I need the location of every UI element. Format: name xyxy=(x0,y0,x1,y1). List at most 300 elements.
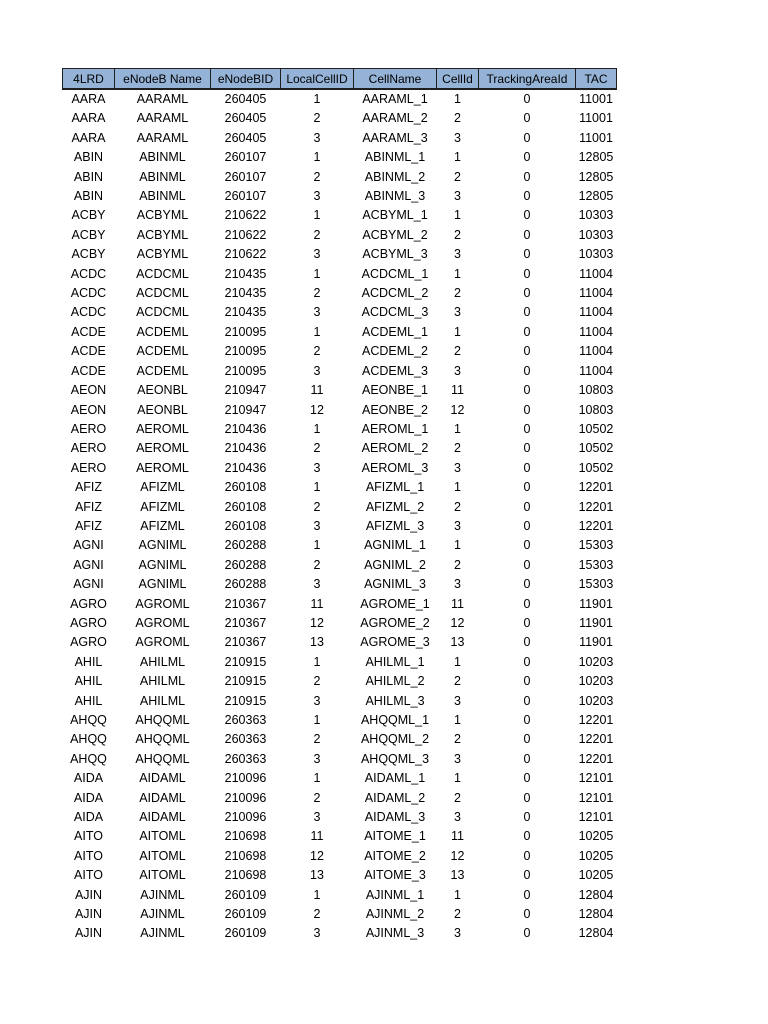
cell-cellname[interactable]: ACDEML_2 xyxy=(362,344,428,359)
cell-cellid[interactable]: 2 xyxy=(454,907,461,922)
cell-enodeb-name[interactable]: ACBYML xyxy=(136,227,189,242)
cell-enodeb-name[interactable]: AITOML xyxy=(139,829,186,844)
cell-localcellid[interactable]: 11 xyxy=(310,383,324,398)
cell-tac[interactable]: 12804 xyxy=(578,926,614,941)
cell-trackingareaid[interactable]: 0 xyxy=(523,926,531,941)
cell-localcellid[interactable]: 3 xyxy=(313,363,321,378)
cell-cellname[interactable]: AJINML_3 xyxy=(365,926,425,941)
cell-4lrd[interactable]: AEON xyxy=(70,383,107,398)
cell-localcellid[interactable]: 12 xyxy=(310,402,324,417)
cell-enodeb-name[interactable]: ACDCML xyxy=(136,305,189,320)
cell-enodebid[interactable]: 260363 xyxy=(224,713,267,727)
cell-4lrd[interactable]: AFIZ xyxy=(74,518,103,533)
cell-cellname[interactable]: AEROML_2 xyxy=(361,441,429,456)
cell-localcellid[interactable]: 12 xyxy=(310,615,324,630)
cell-enodebid[interactable]: 210436 xyxy=(224,421,267,436)
cell-tac[interactable]: 11004 xyxy=(579,363,613,378)
cell-enodeb-name[interactable]: AARAML xyxy=(136,130,189,145)
cell-trackingareaid[interactable]: 0 xyxy=(523,189,531,204)
cell-cellid[interactable]: 1 xyxy=(454,480,461,495)
cell-trackingareaid[interactable]: 0 xyxy=(523,538,531,553)
cell-cellid[interactable]: 1 xyxy=(454,654,461,669)
cell-enodebid[interactable]: 210095 xyxy=(224,344,267,359)
cell-enodebid[interactable]: 210435 xyxy=(224,266,267,281)
cell-trackingareaid[interactable]: 0 xyxy=(523,286,531,301)
cell-trackingareaid[interactable]: 0 xyxy=(523,654,531,669)
cell-4lrd[interactable]: AGNI xyxy=(73,577,104,592)
cell-cellname[interactable]: ACBYML_2 xyxy=(362,227,428,242)
cell-trackingareaid[interactable]: 0 xyxy=(523,402,531,417)
cell-localcellid[interactable]: 2 xyxy=(313,169,321,184)
cell-cellname[interactable]: AEONBE_1 xyxy=(361,383,428,398)
cell-localcellid[interactable]: 2 xyxy=(313,499,321,514)
cell-cellid[interactable]: 2 xyxy=(454,499,461,514)
cell-tac[interactable]: 11004 xyxy=(579,344,613,359)
cell-tac[interactable]: 12201 xyxy=(578,732,614,747)
cell-cellname[interactable]: AHQQML_2 xyxy=(360,732,430,747)
cell-tac[interactable]: 10205 xyxy=(578,868,614,883)
cell-cellname[interactable]: AITOME_2 xyxy=(364,848,426,863)
cell-enodebid[interactable]: 260107 xyxy=(224,169,267,184)
cell-enodeb-name[interactable]: AARAML xyxy=(136,92,189,106)
cell-cellid[interactable]: 3 xyxy=(454,460,461,475)
cell-enodebid[interactable]: 260108 xyxy=(224,499,267,514)
cell-cellid[interactable]: 1 xyxy=(454,771,461,786)
cell-cellid[interactable]: 3 xyxy=(454,693,461,708)
cell-cellid[interactable]: 3 xyxy=(454,247,461,262)
cell-cellid[interactable]: 2 xyxy=(454,227,461,242)
cell-enodebid[interactable]: 260107 xyxy=(224,150,267,165)
cell-4lrd[interactable]: AHIL xyxy=(74,693,103,708)
cell-enodebid[interactable]: 260109 xyxy=(224,926,267,941)
cell-4lrd[interactable]: AGRO xyxy=(70,596,107,611)
cell-localcellid[interactable]: 1 xyxy=(313,324,321,339)
cell-enodeb-name[interactable]: AEROML xyxy=(136,421,189,436)
cell-tac[interactable]: 12804 xyxy=(578,907,614,922)
cell-enodebid[interactable]: 260405 xyxy=(224,111,267,126)
cell-cellname[interactable]: AARAML_3 xyxy=(362,130,428,145)
cell-trackingareaid[interactable]: 0 xyxy=(523,829,531,844)
cell-enodeb-name[interactable]: ACDEML xyxy=(136,363,189,378)
cell-enodeb-name[interactable]: AITOML xyxy=(139,848,186,863)
cell-4lrd[interactable]: AITO xyxy=(74,829,103,844)
cell-enodeb-name[interactable]: AHQQML xyxy=(135,713,190,727)
cell-enodeb-name[interactable]: AEONBL xyxy=(137,402,188,417)
cell-localcellid[interactable]: 11 xyxy=(310,596,324,611)
cell-cellname[interactable]: AJINML_1 xyxy=(365,887,425,902)
cell-cellname[interactable]: AHQQML_3 xyxy=(360,751,430,766)
cell-cellid[interactable]: 2 xyxy=(454,790,461,805)
cell-enodeb-name[interactable]: AJINML xyxy=(140,926,185,941)
cell-enodeb-name[interactable]: AFIZML xyxy=(140,480,185,495)
cell-trackingareaid[interactable]: 0 xyxy=(523,868,531,883)
cell-localcellid[interactable]: 13 xyxy=(310,868,324,883)
cell-4lrd[interactable]: AHQQ xyxy=(70,732,107,747)
cell-trackingareaid[interactable]: 0 xyxy=(523,227,531,242)
cell-cellname[interactable]: AJINML_2 xyxy=(365,907,425,922)
cell-tac[interactable]: 11001 xyxy=(579,92,613,106)
cell-cellid[interactable]: 1 xyxy=(454,421,461,436)
cell-trackingareaid[interactable]: 0 xyxy=(523,557,531,572)
cell-cellname[interactable]: AEROML_3 xyxy=(361,460,429,475)
cell-cellname[interactable]: AIDAML_2 xyxy=(364,790,426,805)
cell-cellname[interactable]: ACDEML_1 xyxy=(362,324,428,339)
cell-tac[interactable]: 12805 xyxy=(578,169,614,184)
cell-trackingareaid[interactable]: 0 xyxy=(523,790,531,805)
cell-cellid[interactable]: 3 xyxy=(454,926,461,941)
cell-tac[interactable]: 10502 xyxy=(578,421,614,436)
cell-enodeb-name[interactable]: AGNIML xyxy=(138,538,187,553)
cell-localcellid[interactable]: 1 xyxy=(313,266,321,281)
cell-enodeb-name[interactable]: AGROML xyxy=(135,635,190,650)
cell-trackingareaid[interactable]: 0 xyxy=(523,732,531,747)
cell-enodeb-name[interactable]: AFIZML xyxy=(140,499,185,514)
cell-enodebid[interactable]: 260109 xyxy=(224,907,267,922)
cell-cellname[interactable]: ABINML_3 xyxy=(364,189,426,204)
cell-cellname[interactable]: AARAML_1 xyxy=(362,92,428,106)
cell-localcellid[interactable]: 1 xyxy=(313,208,321,223)
cell-localcellid[interactable]: 1 xyxy=(313,92,321,106)
cell-enodeb-name[interactable]: AFIZML xyxy=(140,518,185,533)
cell-trackingareaid[interactable]: 0 xyxy=(523,169,531,184)
cell-enodebid[interactable]: 210915 xyxy=(224,674,267,689)
cell-localcellid[interactable]: 3 xyxy=(313,751,321,766)
cell-tac[interactable]: 12201 xyxy=(578,713,614,727)
cell-enodeb-name[interactable]: AIDAML xyxy=(139,810,186,825)
cell-cellname[interactable]: AARAML_2 xyxy=(362,111,428,126)
cell-enodeb-name[interactable]: AHILML xyxy=(139,693,186,708)
cell-trackingareaid[interactable]: 0 xyxy=(523,208,531,223)
cell-enodebid[interactable]: 210698 xyxy=(224,848,267,863)
cell-tac[interactable]: 10502 xyxy=(578,460,614,475)
cell-trackingareaid[interactable]: 0 xyxy=(523,150,531,165)
cell-cellname[interactable]: AGNIML_1 xyxy=(364,538,426,553)
cell-cellid[interactable]: 3 xyxy=(454,518,461,533)
cell-trackingareaid[interactable]: 0 xyxy=(523,460,531,475)
cell-4lrd[interactable]: AGNI xyxy=(73,538,104,553)
cell-trackingareaid[interactable]: 0 xyxy=(523,577,531,592)
cell-localcellid[interactable]: 3 xyxy=(313,130,321,145)
cell-cellid[interactable]: 1 xyxy=(454,150,461,165)
cell-tac[interactable]: 10803 xyxy=(578,402,614,417)
cell-tac[interactable]: 12804 xyxy=(578,887,614,902)
cell-tac[interactable]: 11901 xyxy=(579,635,613,650)
cell-enodebid[interactable]: 260108 xyxy=(224,518,267,533)
cell-4lrd[interactable]: ACBY xyxy=(71,247,106,262)
cell-cellname[interactable]: ABINML_1 xyxy=(364,150,426,165)
cell-cellid[interactable]: 11 xyxy=(451,829,464,844)
cell-localcellid[interactable]: 2 xyxy=(313,286,321,301)
cell-enodeb-name[interactable]: ACDEML xyxy=(136,324,189,339)
cell-enodebid[interactable]: 260363 xyxy=(224,751,267,766)
cell-enodebid[interactable]: 260405 xyxy=(224,92,267,106)
cell-tac[interactable]: 12201 xyxy=(578,751,614,766)
cell-cellname[interactable]: ACDCML_2 xyxy=(361,286,429,301)
cell-cellid[interactable]: 3 xyxy=(454,130,461,145)
cell-4lrd[interactable]: AIDA xyxy=(73,790,104,805)
cell-4lrd[interactable]: AJIN xyxy=(74,907,103,922)
cell-enodeb-name[interactable]: ACBYML xyxy=(136,247,189,262)
cell-trackingareaid[interactable]: 0 xyxy=(523,421,531,436)
cell-enodeb-name[interactable]: ABINML xyxy=(139,189,186,204)
cell-localcellid[interactable]: 3 xyxy=(313,810,321,825)
cell-enodeb-name[interactable]: ABINML xyxy=(139,150,186,165)
cell-cellid[interactable]: 3 xyxy=(454,577,461,592)
cell-cellid[interactable]: 1 xyxy=(454,324,461,339)
cell-4lrd[interactable]: AARA xyxy=(71,92,106,106)
cell-cellname[interactable]: ACBYML_1 xyxy=(362,208,428,223)
cell-enodebid[interactable]: 210367 xyxy=(224,596,267,611)
cell-localcellid[interactable]: 2 xyxy=(313,441,321,456)
cell-cellid[interactable]: 13 xyxy=(450,635,465,650)
cell-4lrd[interactable]: ABIN xyxy=(73,169,104,184)
cell-tac[interactable]: 10502 xyxy=(578,441,614,456)
cell-tac[interactable]: 10203 xyxy=(578,654,614,669)
cell-4lrd[interactable]: AHQQ xyxy=(70,751,107,766)
cell-enodeb-name[interactable]: ACDEML xyxy=(136,344,189,359)
cell-tac[interactable]: 10303 xyxy=(578,227,614,242)
cell-enodeb-name[interactable]: AGNIML xyxy=(138,557,187,572)
cell-enodeb-name[interactable]: AEROML xyxy=(136,460,189,475)
cell-enodebid[interactable]: 260288 xyxy=(224,577,267,592)
cell-4lrd[interactable]: AHQQ xyxy=(70,713,107,727)
cell-enodebid[interactable]: 260109 xyxy=(224,887,267,902)
cell-cellname[interactable]: AITOME_3 xyxy=(364,868,426,883)
cell-enodebid[interactable]: 210915 xyxy=(224,693,267,708)
cell-tac[interactable]: 12101 xyxy=(578,771,614,786)
cell-cellname[interactable]: ACDEML_3 xyxy=(362,363,428,378)
cell-enodeb-name[interactable]: AIDAML xyxy=(139,790,186,805)
cell-cellid[interactable]: 1 xyxy=(454,92,461,106)
cell-tac[interactable]: 15303 xyxy=(578,538,614,553)
cell-cellname[interactable]: AGNIML_2 xyxy=(364,557,426,572)
cell-cellname[interactable]: AHQQML_1 xyxy=(360,713,430,727)
cell-enodebid[interactable]: 260363 xyxy=(224,732,267,747)
cell-cellid[interactable]: 11 xyxy=(451,383,464,398)
cell-trackingareaid[interactable]: 0 xyxy=(523,907,531,922)
cell-trackingareaid[interactable]: 0 xyxy=(523,751,531,766)
cell-trackingareaid[interactable]: 0 xyxy=(523,887,531,902)
cell-4lrd[interactable]: AIDA xyxy=(73,771,104,786)
cell-enodebid[interactable]: 210367 xyxy=(224,615,267,630)
cell-cellname[interactable]: AFIZML_2 xyxy=(365,499,425,514)
cell-cellid[interactable]: 1 xyxy=(454,208,461,223)
cell-cellid[interactable]: 1 xyxy=(454,713,461,727)
cell-4lrd[interactable]: ACBY xyxy=(71,208,106,223)
cell-cellid[interactable]: 12 xyxy=(450,848,465,863)
cell-localcellid[interactable]: 3 xyxy=(313,460,321,475)
cell-4lrd[interactable]: ABIN xyxy=(73,150,104,165)
cell-localcellid[interactable]: 3 xyxy=(313,693,321,708)
cell-enodeb-name[interactable]: AHILML xyxy=(139,654,186,669)
cell-enodebid[interactable]: 210435 xyxy=(224,305,267,320)
cell-4lrd[interactable]: AJIN xyxy=(74,926,103,941)
cell-trackingareaid[interactable]: 0 xyxy=(523,441,531,456)
cell-4lrd[interactable]: AHIL xyxy=(74,654,103,669)
cell-enodebid[interactable]: 210095 xyxy=(224,324,267,339)
cell-cellid[interactable]: 2 xyxy=(454,111,461,126)
cell-cellid[interactable]: 3 xyxy=(454,751,461,766)
cell-trackingareaid[interactable]: 0 xyxy=(523,693,531,708)
cell-trackingareaid[interactable]: 0 xyxy=(523,771,531,786)
cell-cellid[interactable]: 11 xyxy=(451,596,464,611)
cell-tac[interactable]: 11001 xyxy=(579,130,613,145)
cell-enodebid[interactable]: 210096 xyxy=(224,771,267,786)
cell-4lrd[interactable]: AEON xyxy=(70,402,107,417)
column-header-enodebid[interactable]: eNodeBID xyxy=(211,69,281,90)
cell-cellname[interactable]: AEROML_1 xyxy=(361,421,429,436)
cell-tac[interactable]: 12805 xyxy=(578,189,614,204)
cell-tac[interactable]: 12805 xyxy=(578,150,614,165)
cell-tac[interactable]: 12101 xyxy=(578,790,614,805)
cell-enodebid[interactable]: 210096 xyxy=(224,790,267,805)
cell-4lrd[interactable]: AERO xyxy=(70,441,107,456)
cell-localcellid[interactable]: 2 xyxy=(313,344,321,359)
column-header-cellid[interactable]: CellId xyxy=(437,69,479,90)
cell-tac[interactable]: 11004 xyxy=(579,305,613,320)
cell-4lrd[interactable]: AERO xyxy=(70,421,107,436)
cell-localcellid[interactable]: 3 xyxy=(313,926,321,941)
cell-4lrd[interactable]: AARA xyxy=(71,130,106,145)
cell-tac[interactable]: 11901 xyxy=(579,596,613,611)
cell-cellid[interactable]: 3 xyxy=(454,810,461,825)
cell-cellname[interactable]: ACBYML_3 xyxy=(362,247,428,262)
column-header-4lrd[interactable]: 4LRD xyxy=(63,69,115,90)
cell-localcellid[interactable]: 2 xyxy=(313,557,321,572)
cell-cellname[interactable]: ACDCML_1 xyxy=(361,266,429,281)
cell-4lrd[interactable]: AIDA xyxy=(73,810,104,825)
cell-tac[interactable]: 15303 xyxy=(578,557,614,572)
cell-enodebid[interactable]: 210096 xyxy=(224,810,267,825)
cell-localcellid[interactable]: 3 xyxy=(313,305,321,320)
cell-enodebid[interactable]: 210436 xyxy=(224,441,267,456)
cell-enodebid[interactable]: 260108 xyxy=(224,480,267,495)
cell-enodebid[interactable]: 210367 xyxy=(224,635,267,650)
cell-trackingareaid[interactable]: 0 xyxy=(523,305,531,320)
cell-enodeb-name[interactable]: AHQQML xyxy=(135,751,190,766)
cell-trackingareaid[interactable]: 0 xyxy=(523,674,531,689)
cell-enodeb-name[interactable]: ABINML xyxy=(139,169,186,184)
cell-enodebid[interactable]: 260288 xyxy=(224,557,267,572)
cell-localcellid[interactable]: 13 xyxy=(310,635,324,650)
cell-cellid[interactable]: 1 xyxy=(454,887,461,902)
cell-trackingareaid[interactable]: 0 xyxy=(523,615,531,630)
cell-cellid[interactable]: 2 xyxy=(454,557,461,572)
cell-trackingareaid[interactable]: 0 xyxy=(523,344,531,359)
cell-enodeb-name[interactable]: AHILML xyxy=(139,674,186,689)
cell-cellid[interactable]: 2 xyxy=(454,169,461,184)
cell-enodeb-name[interactable]: AEROML xyxy=(136,441,189,456)
cell-tac[interactable]: 15303 xyxy=(578,577,614,592)
cell-cellname[interactable]: AGROME_2 xyxy=(360,615,430,630)
cell-cellid[interactable]: 1 xyxy=(454,266,461,281)
cell-enodeb-name[interactable]: ACDCML xyxy=(136,266,189,281)
cell-enodeb-name[interactable]: AGROML xyxy=(135,615,190,630)
cell-4lrd[interactable]: AHIL xyxy=(74,674,103,689)
cell-localcellid[interactable]: 11 xyxy=(310,829,324,844)
cell-tac[interactable]: 11901 xyxy=(579,615,613,630)
cell-enodebid[interactable]: 210436 xyxy=(224,460,267,475)
cell-4lrd[interactable]: AGRO xyxy=(70,635,107,650)
cell-enodebid[interactable]: 210622 xyxy=(224,227,267,242)
cell-enodebid[interactable]: 210915 xyxy=(224,654,267,669)
cell-4lrd[interactable]: ACDE xyxy=(71,344,106,359)
column-header-tac[interactable]: TAC xyxy=(576,69,617,90)
cell-enodebid[interactable]: 210622 xyxy=(224,247,267,262)
cell-enodeb-name[interactable]: AHQQML xyxy=(135,732,190,747)
cell-4lrd[interactable]: ACDC xyxy=(70,266,107,281)
cell-cellid[interactable]: 1 xyxy=(454,538,461,553)
cell-tac[interactable]: 12201 xyxy=(578,499,614,514)
cell-localcellid[interactable]: 3 xyxy=(313,577,321,592)
cell-enodeb-name[interactable]: ACBYML xyxy=(136,208,189,223)
cell-4lrd[interactable]: AARA xyxy=(71,111,106,126)
cell-cellid[interactable]: 3 xyxy=(454,363,461,378)
cell-localcellid[interactable]: 1 xyxy=(313,654,321,669)
cell-trackingareaid[interactable]: 0 xyxy=(523,713,531,727)
cell-cellid[interactable]: 2 xyxy=(454,344,461,359)
cell-trackingareaid[interactable]: 0 xyxy=(523,324,531,339)
cell-localcellid[interactable]: 2 xyxy=(313,227,321,242)
cell-localcellid[interactable]: 3 xyxy=(313,247,321,262)
cell-cellid[interactable]: 12 xyxy=(450,615,465,630)
cell-tac[interactable]: 10205 xyxy=(578,829,614,844)
cell-localcellid[interactable]: 1 xyxy=(313,771,321,786)
cell-cellname[interactable]: ABINML_2 xyxy=(364,169,426,184)
cell-4lrd[interactable]: ABIN xyxy=(73,189,104,204)
cell-tac[interactable]: 10303 xyxy=(578,208,614,223)
column-header-localcellid[interactable]: LocalCellID xyxy=(281,69,354,90)
cell-trackingareaid[interactable]: 0 xyxy=(523,480,531,495)
cell-cellname[interactable]: AIDAML_1 xyxy=(364,771,426,786)
cell-localcellid[interactable]: 1 xyxy=(313,480,321,495)
cell-cellname[interactable]: AHILML_3 xyxy=(365,693,425,708)
cell-enodebid[interactable]: 260288 xyxy=(224,538,267,553)
cell-cellname[interactable]: AFIZML_1 xyxy=(365,480,425,495)
cell-enodeb-name[interactable]: AGROML xyxy=(135,596,190,611)
cell-trackingareaid[interactable]: 0 xyxy=(523,247,531,262)
cell-enodebid[interactable]: 210622 xyxy=(224,208,267,223)
cell-trackingareaid[interactable]: 0 xyxy=(523,635,531,650)
cell-enodeb-name[interactable]: AEONBL xyxy=(137,383,188,398)
cell-cellid[interactable]: 13 xyxy=(450,868,465,883)
cell-localcellid[interactable]: 2 xyxy=(313,907,321,922)
cell-4lrd[interactable]: ACDE xyxy=(71,363,106,378)
cell-cellid[interactable]: 3 xyxy=(454,189,461,204)
cell-tac[interactable]: 11004 xyxy=(579,324,613,339)
cell-enodeb-name[interactable]: AARAML xyxy=(136,111,189,126)
cell-localcellid[interactable]: 2 xyxy=(313,790,321,805)
cell-cellid[interactable]: 2 xyxy=(454,674,461,689)
cell-trackingareaid[interactable]: 0 xyxy=(523,499,531,514)
cell-tac[interactable]: 10303 xyxy=(578,247,614,262)
cell-enodeb-name[interactable]: AGNIML xyxy=(138,577,187,592)
cell-localcellid[interactable]: 1 xyxy=(313,538,321,553)
cell-cellname[interactable]: AGNIML_3 xyxy=(364,577,426,592)
cell-4lrd[interactable]: ACDE xyxy=(71,324,106,339)
cell-enodebid[interactable]: 210698 xyxy=(224,868,267,883)
cell-tac[interactable]: 10203 xyxy=(578,674,614,689)
cell-trackingareaid[interactable]: 0 xyxy=(523,130,531,145)
cell-4lrd[interactable]: AGNI xyxy=(73,557,104,572)
cell-cellname[interactable]: AFIZML_3 xyxy=(365,518,425,533)
cell-trackingareaid[interactable]: 0 xyxy=(523,518,531,533)
cell-localcellid[interactable]: 1 xyxy=(313,713,321,727)
cell-cellname[interactable]: AIDAML_3 xyxy=(364,810,426,825)
cell-trackingareaid[interactable]: 0 xyxy=(523,363,531,378)
cell-cellid[interactable]: 3 xyxy=(454,305,461,320)
cell-tac[interactable]: 12201 xyxy=(578,518,614,533)
